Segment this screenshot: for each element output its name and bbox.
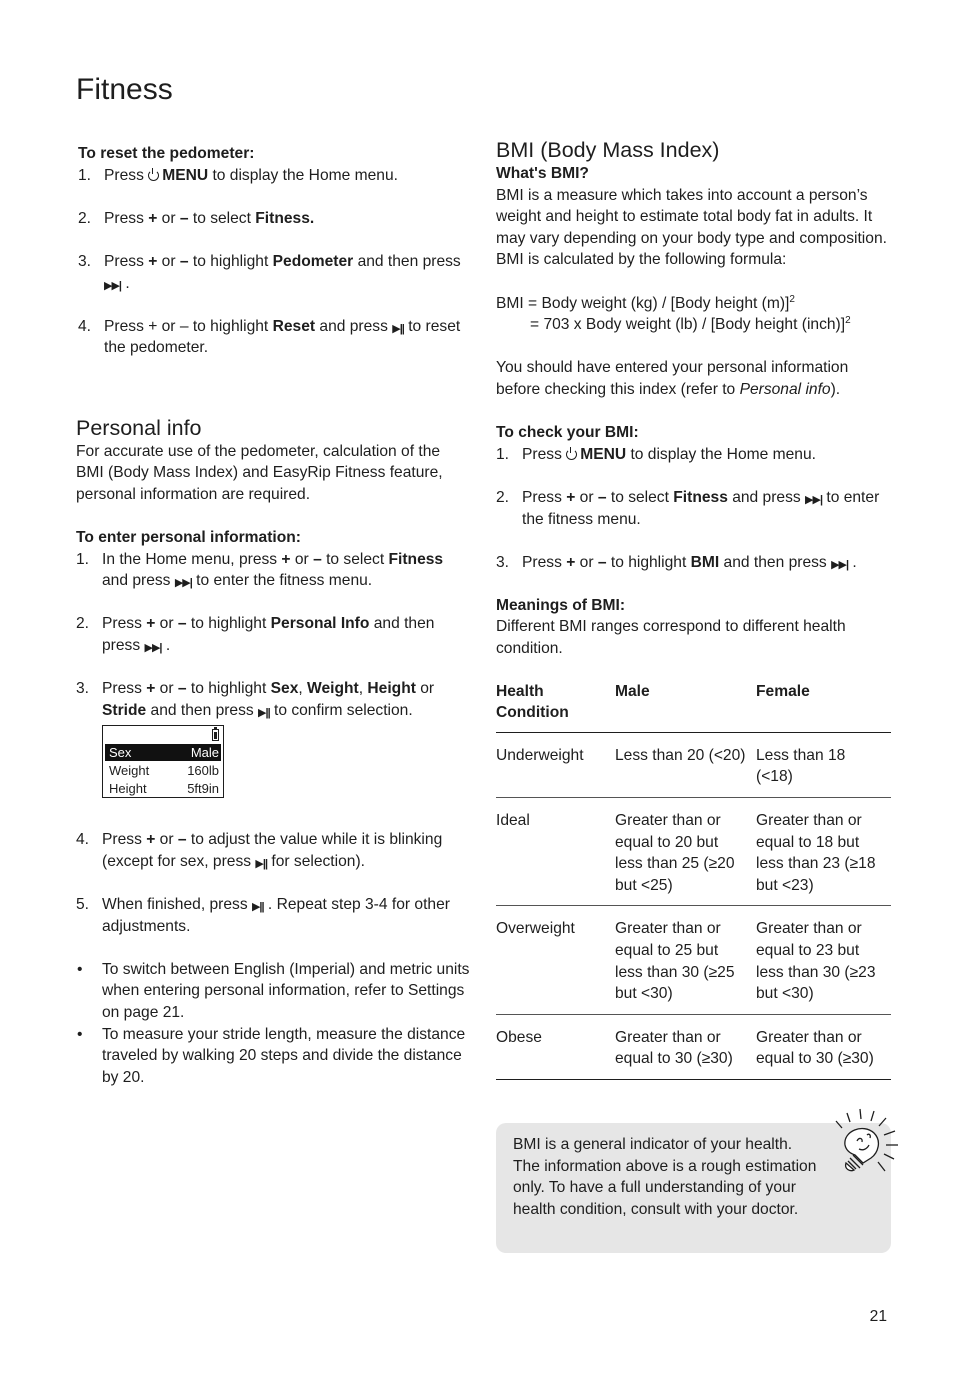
bmi-check-heading: To check your BMI: xyxy=(496,424,639,442)
bmi-formula-1: BMI = Body weight (kg) / [Body height (m)]$^2$ xyxy=(496,293,795,312)
table-row xyxy=(496,798,891,906)
personal-subheading: To enter personal information: xyxy=(76,528,301,546)
table-cell: Greater than or equal to 25 but less than 30 (≥25 but <30) xyxy=(615,920,735,1003)
bmi-step-2: 2. Press + or – to select Fitness and press ▶▶| to enter the fitness menu. xyxy=(496,488,880,528)
page-number: 21 xyxy=(869,1308,887,1325)
next-icon: ▶▶| xyxy=(174,577,192,590)
bmi-what-text: BMI is a measure which takes into account a person’s weight and height to estimate total body fat in adults. It may vary depending on your body type and composition. BMI is calculated by the following formula: xyxy=(496,186,887,269)
next-icon: ▶▶| xyxy=(144,641,162,654)
screen-row-sex: Sex Male xyxy=(105,744,221,761)
bmi-personal-note: You should have entered your personal information before checking this index (refer to Personal info). xyxy=(496,359,849,398)
power-icon xyxy=(566,449,577,460)
reset-heading: To reset the pedometer: xyxy=(78,145,255,162)
screen-row-height: Height 5ft9in xyxy=(109,781,219,797)
personal-step-2: 2. Press + or – to highlight Personal Info and then press ▶▶| . xyxy=(76,615,435,654)
table-header: Female xyxy=(756,682,810,700)
table-cell: Greater than or equal to 23 but less than 30 (≥23 but <30) xyxy=(756,920,876,1003)
personal-step-4: 4. Press + or – to adjust the value while it is blinking (except for sex, press ▶|| for selection). xyxy=(76,831,443,870)
screen-row-weight: Weight 160lb xyxy=(109,763,219,779)
table-header-row xyxy=(496,681,891,733)
personal-step-1: 1. In the Home menu, press + or – to select Fitness and press ▶▶| to enter the fitness menu. xyxy=(76,550,444,590)
left-column xyxy=(76,143,471,1088)
table-cell: Greater than or equal to 18 but less than 23 (≥18 but <23) xyxy=(756,812,876,894)
table-cell: Less than 18 (<18) xyxy=(756,746,846,786)
table-row xyxy=(496,732,891,797)
reset-step-2: 2. Press + or – to select Fitness. xyxy=(78,209,315,227)
next-icon: ▶▶| xyxy=(831,558,849,571)
bmi-step-3: 3. Press + or – to highlight BMI and then press ▶▶| . xyxy=(496,553,857,571)
tip-box xyxy=(496,1123,891,1253)
right-column xyxy=(496,137,891,1080)
table-cell: Less than 20 (<20) xyxy=(615,746,746,764)
next-icon: ▶▶| xyxy=(805,493,823,506)
bmi-heading: BMI (Body Mass Index) xyxy=(496,138,720,162)
play-pause-icon: ▶|| xyxy=(251,901,264,914)
lightbulb-icon xyxy=(819,1105,901,1187)
bmi-meanings-text: Different BMI ranges correspond to different health condition. xyxy=(496,618,846,658)
personal-step-5: 5. When finished, press ▶|| . Repeat step 3-4 for other adjustments. xyxy=(76,896,450,935)
table-cell: Underweight xyxy=(496,746,584,764)
table-cell: Ideal xyxy=(496,812,530,830)
personal-step-3: 3. Press + or – to highlight Sex, Weight, Height or Stride and then press ▶|| to confirm selection. xyxy=(76,680,435,719)
note-bullet-2: • To measure your stride length, measure the distance traveled by walking 20 steps and divide the distance by 20. xyxy=(77,1025,466,1086)
bmi-what-heading: What's BMI? xyxy=(496,165,589,182)
table-cell: Greater than or equal to 30 (≥30) xyxy=(615,1028,733,1068)
table-row xyxy=(496,906,891,1014)
reset-step-4: 4. Press + or – to highlight Reset and press ▶|| to reset the pedometer. xyxy=(78,317,461,357)
personal-intro: For accurate use of the pedometer, calculation of the BMI (Body Mass Index) and EasyRip Fitness feature, personal information are required. xyxy=(76,442,443,503)
page-title: Fitness xyxy=(76,73,173,106)
next-icon: ▶▶| xyxy=(104,279,121,292)
table-row xyxy=(496,1014,891,1079)
table-cell: Greater than or equal to 20 but less than 25 (≥20 but <25) xyxy=(615,812,735,894)
device-screen xyxy=(102,725,224,798)
play-pause-icon: ▶|| xyxy=(392,322,404,335)
battery-icon xyxy=(212,729,219,741)
table-header: Male xyxy=(615,682,650,700)
play-pause-icon: ▶|| xyxy=(255,857,268,870)
table-cell: Overweight xyxy=(496,920,575,938)
power-icon xyxy=(148,170,159,181)
bmi-table xyxy=(496,681,891,1080)
reset-step-3: 3. Press + or – to highlight Pedometer and then press ▶▶| . xyxy=(78,252,461,292)
bmi-formula-2: = 703 x Body weight (lb) / [Body height (inch)]$^2$ xyxy=(530,315,851,334)
tip-text: BMI is a general indicator of your health. The information above is a rough estimation only. To have a full understanding of your health condition, consult with your doctor. xyxy=(513,1136,817,1218)
table-header: Health Condition xyxy=(496,682,569,722)
bmi-meanings-heading: Meanings of BMI: xyxy=(496,596,626,614)
table-cell: Greater than or equal to 30 (≥30) xyxy=(756,1028,874,1068)
play-pause-icon: ▶|| xyxy=(258,706,270,719)
personal-heading: Personal info xyxy=(76,415,202,440)
reset-step-1: 1. Press MENU to display the Home menu. xyxy=(78,166,398,184)
note-bullet-1: • To switch between English (Imperial) and metric units when entering personal information, refer to Settings on page 21. xyxy=(77,960,470,1021)
bmi-step-1: 1. Press MENU to display the Home menu. xyxy=(496,445,816,463)
table-cell: Obese xyxy=(496,1028,542,1046)
